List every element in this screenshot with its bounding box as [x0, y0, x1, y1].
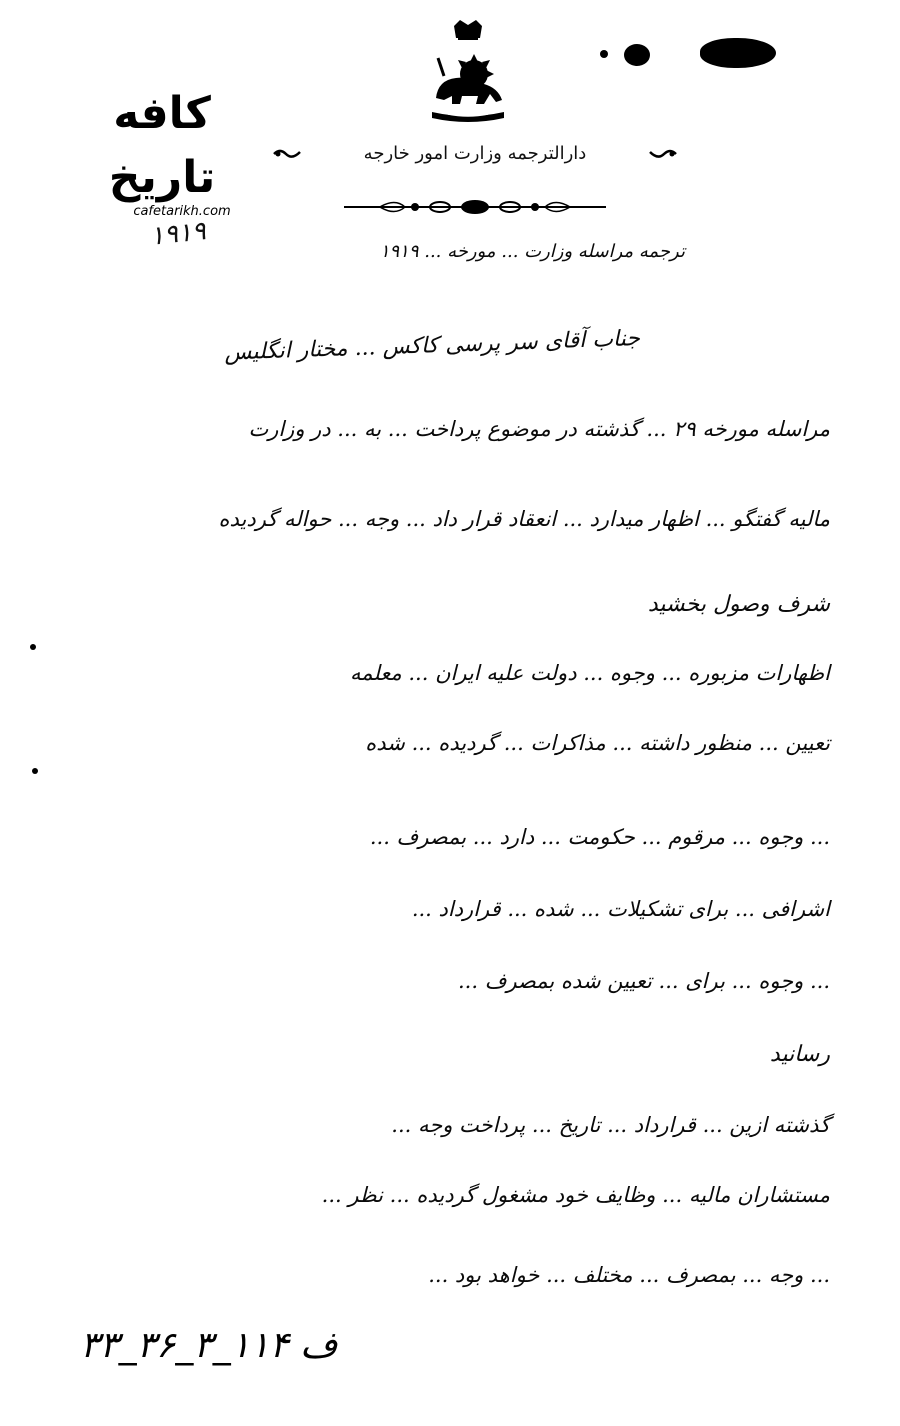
- lion-and-sun-emblem-icon: [418, 18, 518, 128]
- body-line: مستشاران مالیه ... وظایف خود مشغول گردیده ... نظر ...: [321, 1183, 830, 1207]
- body-line: ... وجوه ... برای ... تعیین شده بمصرف ...: [458, 969, 830, 993]
- reference-number: ف ۱۱۴_۳_۳۶_۳۳: [80, 1325, 338, 1366]
- ink-blot: [700, 38, 776, 68]
- body-line: گذشته ازین ... قرارداد ... تاریخ ... پرداخت وجه ...: [391, 1113, 830, 1137]
- subject-line: ترجمه مراسله وزارت ... مورخه ... ۱۹۱۹: [379, 241, 685, 262]
- body-line: شرف وصول بخشید: [647, 592, 830, 617]
- logo-website: cafetarikh.com: [133, 204, 231, 219]
- margin-mark: [32, 768, 38, 774]
- ornament-icon: [648, 148, 678, 160]
- ministry-header: دارالترجمه وزارت امور خارجه: [363, 143, 587, 164]
- logo-text: کافه تاریخ: [108, 88, 216, 203]
- body-line: مالیه گفتگو ... اظهار میدارد ... انعقاد قرار داد ... وجه ... حواله گردیده: [218, 507, 830, 531]
- document-year: ۱۹۱۹: [148, 216, 208, 252]
- body-line: اظهارات مزبوره ... وجوه ... دولت علیه ایران ... معلمه: [349, 661, 830, 685]
- body-line: ... وجه ... بمصرف ... مختلف ... خواهد بود ...: [428, 1263, 830, 1287]
- ink-blot: [624, 44, 650, 66]
- margin-mark: [30, 644, 36, 650]
- body-line: ... وجوه ... مرقوم ... حکومت ... دارد ... بمصرف ...: [369, 825, 830, 849]
- ornament-icon: [272, 148, 302, 160]
- body-line: تعیین ... منظور داشته ... مذاکرات ... گردیده ... شده: [365, 731, 830, 755]
- body-line: مراسله مورخه ۲۹ ... گذشته در موضوع پرداخت ... به ... در وزارت: [248, 417, 830, 441]
- body-line: اشرافی ... برای تشکیلات ... شده ... قرارداد ...: [411, 897, 830, 921]
- ink-blot: [600, 50, 608, 58]
- watermark-logo: [78, 82, 246, 219]
- body-line: رسانید: [769, 1042, 830, 1067]
- decorative-divider-icon: [340, 196, 610, 218]
- salutation: جناب آقای سر پرسی کاکس ... مختار انگلیس: [223, 326, 641, 366]
